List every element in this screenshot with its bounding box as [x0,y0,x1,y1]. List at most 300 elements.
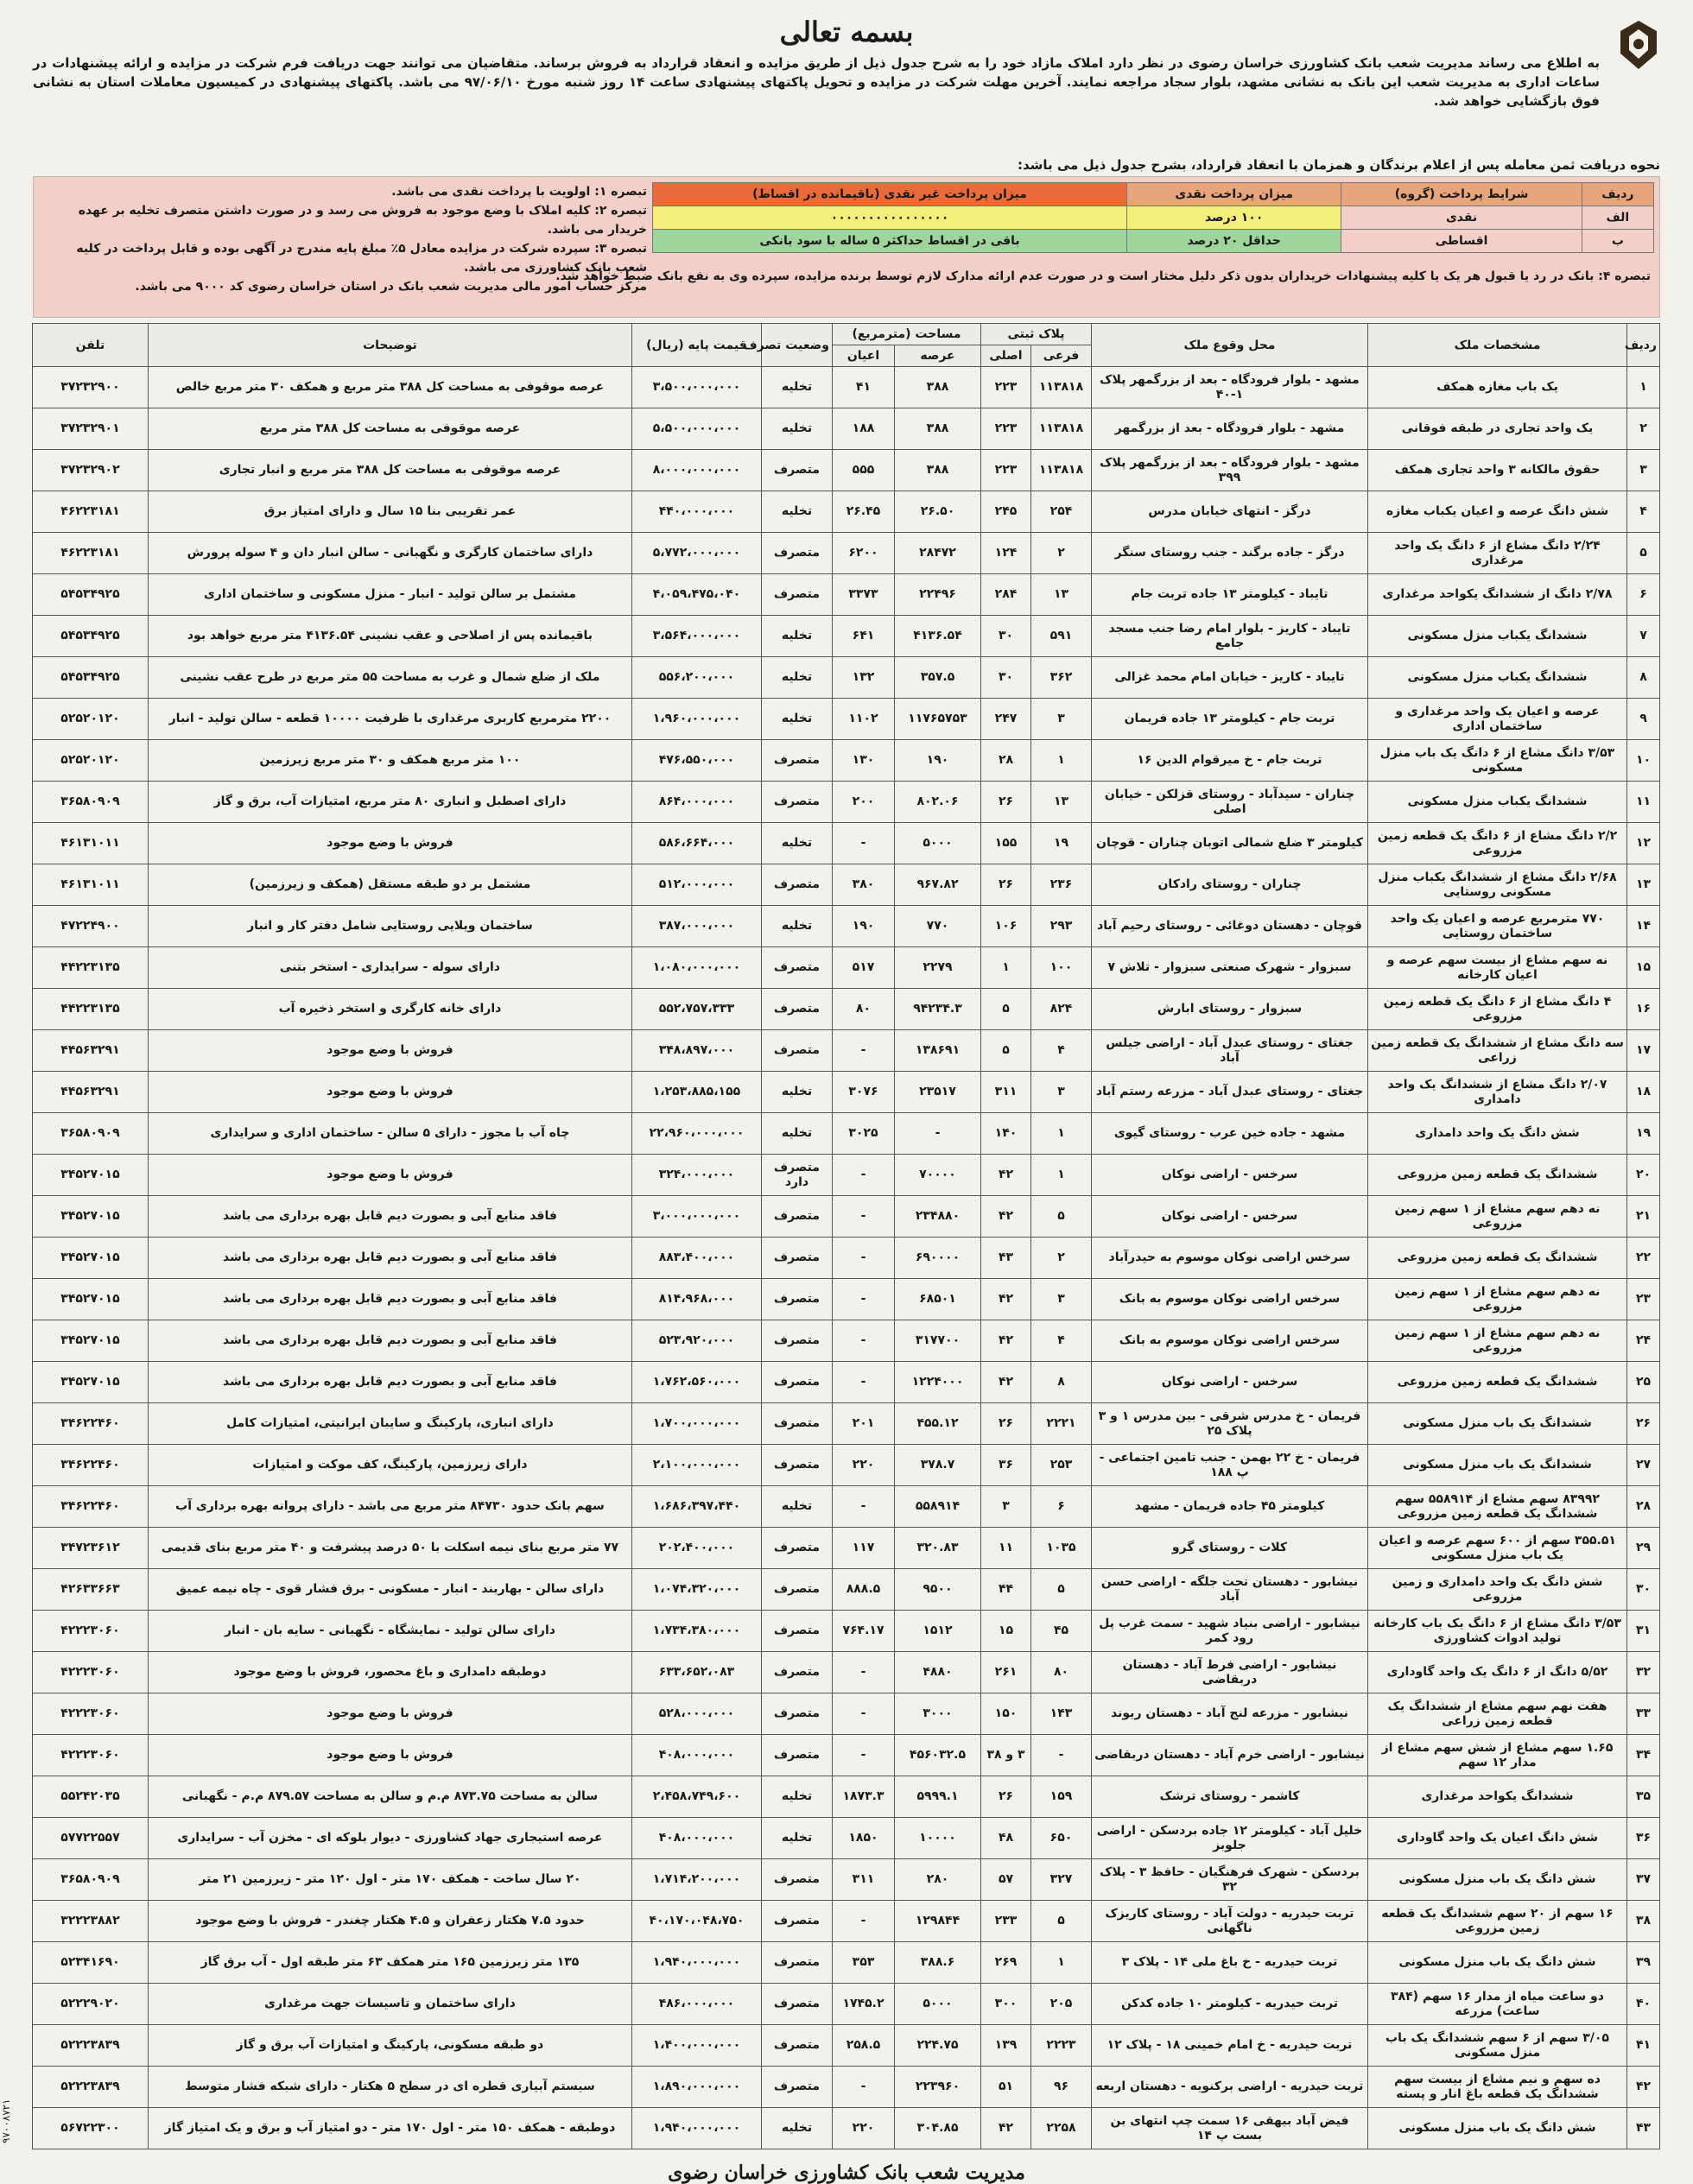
land-area: ۴۸۸۰ [894,1652,980,1693]
building-area: ۵۵۵ [832,450,894,491]
plaque-main: ۳۰ [980,657,1030,699]
building-area: ۳۱۱ [832,1859,894,1901]
phone-number: ۳۷۲۳۲۹۰۲ [32,450,148,491]
description: سیستم آبیاری قطره ای در سطح ۵ هکتار - دارای شبکه فشار متوسط [148,2067,631,2108]
phone-number: ۴۶۲۲۳۱۸۱ [32,491,148,533]
description: عرصه استیجاری جهاد کشاورزی - دیوار بلوکه ای - مخزن آب - سرایداری [148,1818,631,1859]
property-location: سرخس اراضی نوکان موسوم به بانک [1092,1279,1368,1320]
terms-header: میزان پرداخت نقدی [1127,183,1341,206]
table-row [32,1652,1659,1693]
occupancy-status: تخلیه [761,367,832,408]
occupancy-status: متصرف [761,989,832,1030]
base-price: ۴۷۶،۵۵۰،۰۰۰ [631,740,761,782]
plaque-sub: ۵ [1031,1569,1092,1611]
row-number: ۲ [1627,408,1660,450]
occupancy-status: تخلیه [761,1072,832,1113]
property-spec: ده سهم و نیم مشاع از بیست سهم ششدانگ یک قطعه باغ انار و پسته [1368,2067,1627,2108]
description: دو طبقه مسکونی، پارکینگ و امتیازات آب برق و گاز [148,2025,631,2067]
table-row [32,1362,1659,1403]
land-area: ۲۲۷۹ [894,947,980,989]
property-spec: ۱۶ سهم از ۲۰ سهم ششدانگ یک قطعه زمین مزروعی [1368,1901,1627,1942]
plaque-sub: ۲۵۳ [1031,1445,1092,1486]
plaque-main: ۲۳۳ [980,1901,1030,1942]
col-area: مساحت (مترمربع) [832,324,980,345]
property-spec: ۷۷۰ مترمربع عرصه و اعیان یک واحد ساختمان روستایی [1368,906,1627,947]
table-row [32,1569,1659,1611]
phone-number: ۴۴۵۶۳۲۹۱ [32,1072,148,1113]
base-price: ۱،۷۶۲،۵۶۰،۰۰۰ [631,1362,761,1403]
property-spec: ششدانگ یکباب منزل مسکونی [1368,657,1627,699]
table-row [32,823,1659,864]
occupancy-status: تخلیه [761,906,832,947]
property-spec: سه دانگ مشاع از ششدانگ یک قطعه زمین زراعی [1368,1030,1627,1072]
table-row [32,491,1659,533]
table-row [32,1735,1659,1776]
land-area: ۲۳۴۸۸۰ [894,1196,980,1238]
terms-header: میزان پرداخت غیر نقدی (باقیمانده در اقساط) [653,183,1127,206]
phone-number: ۵۲۲۲۳۸۳۹ [32,2025,148,2067]
land-area: ۳۱۷۷۰۰ [894,1320,980,1362]
property-location: تایباد - کیلومتر ۱۳ جاده تربت جام [1092,574,1368,616]
building-area: - [832,1693,894,1735]
building-area: ۲۲۰ [832,2108,894,2149]
property-spec: هفت نهم سهم مشاع از ششدانگ یک قطعه زمین زراعی [1368,1693,1627,1735]
description: فاقد منابع آبی و بصورت دیم قابل بهره برداری می باشد [148,1196,631,1238]
plaque-sub: ۱۴۳ [1031,1693,1092,1735]
phone-number: ۳۴۶۲۲۴۶۰ [32,1486,148,1528]
plaque-main: ۴۲ [980,1362,1030,1403]
land-area: ۹۴۲۳۴.۳ [894,989,980,1030]
plaque-main: ۴۴ [980,1569,1030,1611]
property-location: مشهد - بلوار فرودگاه - بعد از بزرگمهر پلاک ۳۹۹ [1092,450,1368,491]
table-row [32,699,1659,740]
occupancy-status: متصرف [761,1735,832,1776]
plaque-sub: ۳۲۷ [1031,1859,1092,1901]
occupancy-status: تخلیه [761,491,832,533]
occupancy-status: متصرف [761,1942,832,1984]
plaque-main: ۴۲ [980,1155,1030,1196]
land-area: ۷۷۰ [894,906,980,947]
occupancy-status: تخلیه [761,1818,832,1859]
property-location: تربت حیدریه - اراضی برکنویه - دهستان اربعه [1092,2067,1368,2108]
description: فروش با وضع موجود [148,1155,631,1196]
row-number: ۴ [1627,491,1660,533]
land-area: ۵۹۹۹.۱ [894,1776,980,1818]
note-4: تبصره ۴: بانک در رد یا قبول هر یک یا کلیه پیشنهادات خریداران بدون ذکر دلیل مختار است و در صورت عدم ارائه مدارک لازم توسط برنده مزایده، سپرده وی به نفع بانک ضبط خواهد شد. [555,269,1651,283]
property-location: مشهد - بلوار فرودگاه - بعد از بزرگمهر [1092,408,1368,450]
terms-box [33,176,1660,318]
property-spec: ۲/۲ دانگ مشاع از ۶ دانگ یک قطعه زمین مزروعی [1368,823,1627,864]
description: دارای ساختمان و تاسیسات جهت مرغداری [148,1984,631,2025]
occupancy-status: تخلیه [761,2108,832,2149]
table-row [32,1238,1659,1279]
plaque-sub: ۲۲۲۳ [1031,2025,1092,2067]
building-area: ۱۱۷ [832,1528,894,1569]
plaque-main: ۴۳ [980,1238,1030,1279]
property-location: نیشابور - دهستان تحت جلگه - اراضی حسن آباد [1092,1569,1368,1611]
building-area: - [832,1362,894,1403]
description: چاه آب با مجوز - دارای ۵ سالن - ساختمان اداری و سرایداری [148,1113,631,1155]
occupancy-status: تخلیه [761,616,832,657]
property-spec: ۴ دانگ مشاع از ۶ دانگ یک قطعه زمین مزروعی [1368,989,1627,1030]
description: دارای سالن تولید - نمایشگاه - نگهبانی - سایه بان - انبار [148,1611,631,1652]
building-area: ۶۴۱ [832,616,894,657]
land-area: ۲۲۴۹۶ [894,574,980,616]
row-number: ۲۳ [1627,1279,1660,1320]
property-location: تایباد - کاریز - خیابان امام محمد غزالی [1092,657,1368,699]
property-location: فریمان - خ ۲۲ بهمن - جنب تامین اجتماعی - پ ۱۸۸ [1092,1445,1368,1486]
property-spec: شش دانگ یک باب منزل مسکونی [1368,1859,1627,1901]
phone-number: ۳۴۵۲۷۰۱۵ [32,1238,148,1279]
occupancy-status: متصرف [761,1030,832,1072]
plaque-sub: ۳۶۲ [1031,657,1092,699]
description: ۱۳۵ متر زیرزمین ۱۶۵ متر همکف ۶۳ متر طبقه اول - آب برق گاز [148,1942,631,1984]
land-area: ۲۲۴.۷۵ [894,2025,980,2067]
note-item: مرکز حساب امور مالی مدیریت شعب بانک در استان خراسان رضوی کد ۹۰۰۰ می باشد. [135,280,647,294]
table-row [32,533,1659,574]
plaque-sub: ۳ [1031,699,1092,740]
description: فروش با وضع موجود [148,1735,631,1776]
row-number: ۴۲ [1627,2067,1660,2108]
table-row [32,1528,1659,1569]
phone-number: ۳۷۲۳۲۹۰۰ [32,367,148,408]
col-building: اعیان [832,345,894,367]
land-area: ۳۷۸.۷ [894,1445,980,1486]
phone-number: ۳۷۲۳۲۹۰۱ [32,408,148,450]
description: سهم بانک حدود ۸۴۷۳۰ متر مربع می باشد - دارای پروانه بهره برداری آب [148,1486,631,1528]
conditions-heading: نحوه دریافت ثمن معامله پس از اعلام برندگان و همزمان با انعقاد قرارداد، بشرح جدول ذیل می باشد: [1017,157,1660,173]
plaque-sub: ۱ [1031,740,1092,782]
property-location: درگز - انتهای خیابان مدرس [1092,491,1368,533]
phone-number: ۵۶۷۲۲۳۰۰ [32,2108,148,2149]
phone-number: ۴۲۲۲۳۰۶۰ [32,1611,148,1652]
description: دوطبقه دامداری و باغ محصور، فروش با وضع موجود [148,1652,631,1693]
plaque-main: ۵ [980,989,1030,1030]
building-area: ۲۰۱ [832,1403,894,1445]
row-number: ۱۳ [1627,864,1660,906]
occupancy-status: متصرف [761,1238,832,1279]
description: فروش با وضع موجود [148,823,631,864]
phone-number: ۳۴۵۲۷۰۱۵ [32,1196,148,1238]
plaque-sub: ۱۹ [1031,823,1092,864]
description: ۷۷ متر مربع بنای نیمه اسکلت با ۵۰ درصد پیشرفت و ۴۰ متر مربع بنای قدیمی [148,1528,631,1569]
property-spec: شش دانگ اعیان یک واحد گاوداری [1368,1818,1627,1859]
plaque-sub: ۸ [1031,1362,1092,1403]
land-area: ۵۰۰۰ [894,1984,980,2025]
col-location: محل وقوع ملک [1092,324,1368,367]
plaque-main: ۴۲ [980,2108,1030,2149]
plaque-sub: ۲۲۵۸ [1031,2108,1092,2149]
base-price: ۶۳۳،۶۵۲،۰۸۳ [631,1652,761,1693]
land-area: ۲۸۴۷۲ [894,533,980,574]
occupancy-status: تخلیه [761,408,832,450]
phone-number: ۵۷۷۲۲۵۵۷ [32,1818,148,1859]
property-location: خلیل آباد - کیلومتر ۱۲ جاده بردسکن - اراضی جلوبز [1092,1818,1368,1859]
description: عرصه موقوفی به مساحت کل ۳۸۸ متر مربع و انبار تجاری [148,450,631,491]
property-spec: شش دانگ یک واحد دامداری [1368,1113,1627,1155]
table-row [32,1942,1659,1984]
property-location: سرخس اراضی نوکان موسوم به بانک [1092,1320,1368,1362]
row-number: ۳۲ [1627,1652,1660,1693]
description: فاقد منابع آبی و بصورت دیم قابل بهره برداری می باشد [148,1279,631,1320]
plaque-main: ۳۰ [980,616,1030,657]
row-number: ۲۶ [1627,1403,1660,1445]
building-area: - [832,1735,894,1776]
table-row [32,1611,1659,1652]
property-spec: شش دانگ عرصه و اعیان یکباب مغازه [1368,491,1627,533]
property-spec: یک باب مغازه همکف [1368,367,1627,408]
land-area: - [894,1113,980,1155]
property-spec: ششدانگ یک باب منزل مسکونی [1368,1445,1627,1486]
occupancy-status: متصرف [761,1196,832,1238]
property-location: کیلومتر ۳ ضلع شمالی اتوبان چناران - قوچان [1092,823,1368,864]
table-row [32,574,1659,616]
property-location: مشهد - بلوار فرودگاه - بعد از بزرگمهر پلاک ۱-۴۰ [1092,367,1368,408]
description: عرصه موقوفی به مساحت کل ۳۸۸ متر مربع [148,408,631,450]
plaque-sub: ۴۵ [1031,1611,1092,1652]
base-price: ۲۰۲،۴۰۰،۰۰۰ [631,1528,761,1569]
description: فروش با وضع موجود [148,1072,631,1113]
property-spec: ششدانگ یکواحد مرغداری [1368,1776,1627,1818]
property-location: فیض آباد بیهقی ۱۶ سمت چپ انتهای بن بست پ ۱۴ [1092,2108,1368,2149]
base-price: ۱،۹۴۰،۰۰۰،۰۰۰ [631,2108,761,2149]
property-location: تربت جام - خ میرقوام الدین ۱۶ [1092,740,1368,782]
payment-terms-table [652,182,1654,253]
base-price: ۵۵۶،۲۰۰،۰۰۰ [631,657,761,699]
plaque-sub: ۱۱۳۸۱۸ [1031,408,1092,450]
occupancy-status: متصرف [761,1693,832,1735]
plaque-sub: ۱۰۳۵ [1031,1528,1092,1569]
plaque-main: ۵۷ [980,1859,1030,1901]
base-price: ۵۱۲،۰۰۰،۰۰۰ [631,864,761,906]
property-location: نیشابور - اراضی خرم آباد - دهستان دربقاضی [1092,1735,1368,1776]
land-area: ۱۳۸۶۹۱ [894,1030,980,1072]
row-number: ۱۷ [1627,1030,1660,1072]
plaque-sub: ۸۲۴ [1031,989,1092,1030]
terms-header: ردیف [1582,183,1653,206]
row-number: ۲۵ [1627,1362,1660,1403]
occupancy-status: متصرف [761,864,832,906]
property-spec: ۸۳۹۹۲ سهم مشاع از ۵۵۸۹۱۴ سهم ششدانگ یک قطعه زمین مزروعی [1368,1486,1627,1528]
property-spec: ۳۵۵.۵۱ سهم از ۶۰۰ سهم عرصه و اعیان یک باب منزل مسکونی [1368,1528,1627,1569]
property-location: چناران - سیدآباد - روستای قزلکن - خیابان اصلی [1092,782,1368,823]
building-area: ۳۳۷۳ [832,574,894,616]
property-spec: ۳/۰۵ سهم از ۶ سهم ششدانگ یک باب منزل مسکونی [1368,2025,1627,2067]
phone-number: ۳۴۵۲۷۰۱۵ [32,1320,148,1362]
property-spec: ششدانگ یکباب منزل مسکونی [1368,782,1627,823]
description: دارای ساختمان کارگری و نگهبانی - سالن انبار دان و ۴ سوله پرورش [148,533,631,574]
terms-cell: نقدی [1341,206,1582,230]
building-area: ۴۱ [832,367,894,408]
table-row [32,1445,1659,1486]
plaque-main: ۲۲۳ [980,450,1030,491]
base-price: ۵،۵۰۰،۰۰۰،۰۰۰ [631,408,761,450]
land-area: ۱۲۹۸۴۴ [894,1901,980,1942]
col-main: اصلی [980,345,1030,367]
base-price: ۱،۸۹۰،۰۰۰،۰۰۰ [631,2067,761,2108]
plaque-main: ۲۲۳ [980,408,1030,450]
plaque-sub: ۶ [1031,1486,1092,1528]
col-land: عرصه [894,345,980,367]
plaque-main: ۲۶ [980,1403,1030,1445]
building-area: ۱۹۰ [832,906,894,947]
property-spec: ۵/۵۲ دانگ از ۶ دانگ یک واحد گاوداری [1368,1652,1627,1693]
base-price: ۴۰۸،۰۰۰،۰۰۰ [631,1818,761,1859]
property-spec: شش دانگ یک باب منزل مسکونی [1368,1942,1627,1984]
land-area: ۱۹۰ [894,740,980,782]
occupancy-status: متصرف [761,1859,832,1901]
plaque-sub: ۹۶ [1031,2067,1092,2108]
property-spec: ۲/۰۷ دانگ مشاع از ششدانگ یک واحد دامداری [1368,1072,1627,1113]
row-number: ۱۹ [1627,1113,1660,1155]
plaque-sub: ۲۹۳ [1031,906,1092,947]
occupancy-status: متصرف [761,2025,832,2067]
properties-table [32,323,1660,2149]
property-spec: ۲/۲۴ دانگ مشاع از ۶ دانگ یک واحد مرغداری [1368,533,1627,574]
col-phone: تلفن [32,324,148,367]
terms-cell: الف [1582,206,1653,230]
building-area: ۱۳۲ [832,657,894,699]
property-location: تربت حیدریه - خ باغ ملی ۱۴ - پلاک ۳ [1092,1942,1368,1984]
phone-number: ۵۴۵۳۴۹۲۵ [32,574,148,616]
building-area: - [832,1155,894,1196]
plaque-sub: ۱ [1031,1155,1092,1196]
description: ۱۰۰ متر مربع همکف و ۳۰ متر مربع زیرزمین [148,740,631,782]
plaque-main: ۱۲۴ [980,533,1030,574]
plaque-sub: ۸۰ [1031,1652,1092,1693]
phone-number: ۳۴۷۲۳۶۱۲ [32,1528,148,1569]
plaque-sub: ۲۰۵ [1031,1984,1092,2025]
plaque-sub: ۶۵۰ [1031,1818,1092,1859]
row-number: ۹ [1627,699,1660,740]
base-price: ۲،۴۵۸،۷۴۹،۶۰۰ [631,1776,761,1818]
row-number: ۸ [1627,657,1660,699]
row-number: ۳۸ [1627,1901,1660,1942]
terms-cell: اقساطی [1341,230,1582,253]
plaque-main: ۳۰۰ [980,1984,1030,2025]
phone-number: ۴۲۲۲۳۰۶۰ [32,1693,148,1735]
phone-number: ۴۴۵۶۳۲۹۱ [32,1030,148,1072]
occupancy-status: متصرف [761,1611,832,1652]
description: ملک از ضلع شمال و غرب به مساحت ۵۵ متر مربع در طرح عقب نشینی [148,657,631,699]
description: دارای سوله - سرایداری - استخر بتنی [148,947,631,989]
base-price: ۱،۷۰۰،۰۰۰،۰۰۰ [631,1403,761,1445]
building-area: - [832,1238,894,1279]
base-price: ۸۶۴،۰۰۰،۰۰۰ [631,782,761,823]
property-location: مشهد - جاده خین عرب - روستای گیوی [1092,1113,1368,1155]
property-location: کیلومتر ۴۵ جاده فریمان - مشهد [1092,1486,1368,1528]
table-row [32,1155,1659,1196]
base-price: ۱،۷۱۴،۲۰۰،۰۰۰ [631,1859,761,1901]
property-location: سرخس اراضی نوکان موسوم به حیدرآباد [1092,1238,1368,1279]
plaque-sub: ۴ [1031,1320,1092,1362]
row-number: ۳۶ [1627,1818,1660,1859]
base-price: ۳۴۸،۸۹۷،۰۰۰ [631,1030,761,1072]
property-location: جغتای - روستای عبدل آباد - اراضی جیلس آباد [1092,1030,1368,1072]
base-price: ۱،۴۰۰،۰۰۰،۰۰۰ [631,2025,761,2067]
plaque-main: ۱۵۰ [980,1693,1030,1735]
land-area: ۵۵۸۹۱۴ [894,1486,980,1528]
property-spec: ۱.۶۵ سهم مشاع از شش سهم مشاع از مدار ۱۲ سهم [1368,1735,1627,1776]
base-price: ۴۰۸،۰۰۰،۰۰۰ [631,1735,761,1776]
land-area: ۹۶۷.۸۲ [894,864,980,906]
phone-number: ۵۵۲۴۲۰۳۵ [32,1776,148,1818]
base-price: ۵،۷۷۲،۰۰۰،۰۰۰ [631,533,761,574]
description: عرصه موقوفی به مساحت کل ۳۸۸ متر مربع و همکف ۳۰ متر مربع خالص [148,367,631,408]
plaque-main: ۲۶ [980,1776,1030,1818]
description: حدود ۷.۵ هکتار زعفران و ۴.۵ هکتار چغندر - فروش با وضع موجود [148,1901,631,1942]
property-location: سرخس - اراضی نوکان [1092,1155,1368,1196]
plaque-main: ۴۲ [980,1279,1030,1320]
plaque-main: ۲۴۵ [980,491,1030,533]
property-spec: ششدانگ یکباب منزل مسکونی [1368,616,1627,657]
occupancy-status: متصرف دارد [761,1155,832,1196]
plaque-sub: ۱۵۹ [1031,1776,1092,1818]
phone-number: ۴۷۲۲۴۹۰۰ [32,906,148,947]
property-spec: ششدانگ یک قطعه زمین مزروعی [1368,1362,1627,1403]
base-price: ۴،۰۵۹،۴۷۵،۰۴۰ [631,574,761,616]
occupancy-status: تخلیه [761,657,832,699]
occupancy-status: متصرف [761,533,832,574]
building-area: - [832,1320,894,1362]
row-number: ۳۹ [1627,1942,1660,1984]
table-row [32,367,1659,408]
table-row [32,1776,1659,1818]
base-price: ۱،۷۳۴،۳۸۰،۰۰۰ [631,1611,761,1652]
phone-number: ۴۶۱۳۱۰۱۱ [32,823,148,864]
property-spec: ۲/۷۸ دانگ از ششدانگ یکواحد مرغداری [1368,574,1627,616]
phone-number: ۳۲۲۲۳۸۸۲ [32,1901,148,1942]
row-number: ۶ [1627,574,1660,616]
occupancy-status: متصرف [761,1984,832,2025]
plaque-main: ۲۸ [980,740,1030,782]
description: عمر تقریبی بنا ۱۵ سال و دارای امتیاز برق [148,491,631,533]
table-row [32,740,1659,782]
building-area: ۱۱۰۲ [832,699,894,740]
plaque-sub: ۱ [1031,1113,1092,1155]
property-spec: دو ساعت میاه از مدار ۱۶ سهم (۳۸۴ ساعت) مزرعه [1368,1984,1627,2025]
property-location: سبزوار - روستای ابارش [1092,989,1368,1030]
land-area: ۲۸۰ [894,1859,980,1901]
description: فروش با وضع موجود [148,1030,631,1072]
table-row [32,2067,1659,2108]
property-location: سرخس - اراضی نوکان [1092,1362,1368,1403]
base-price: ۳،۰۰۰،۰۰۰،۰۰۰ [631,1196,761,1238]
land-area: ۱۵۱۲ [894,1611,980,1652]
phone-number: ۳۴۵۲۷۰۱۵ [32,1155,148,1196]
description: ۲۲۰۰ مترمربع کاربری مرغداری با ظرفیت ۱۰۰۰۰ قطعه - سالن تولید - انبار [148,699,631,740]
phone-number: ۳۶۵۸۰۹۰۹ [32,1859,148,1901]
property-location: کاشمر - روستای ترشک [1092,1776,1368,1818]
base-price: ۴۰،۱۷۰،۰۴۸،۷۵۰ [631,1901,761,1942]
base-price: ۵۵۲،۷۵۷،۳۳۳ [631,989,761,1030]
plaque-main: ۲۲۳ [980,367,1030,408]
plaque-main: ۲۶ [980,864,1030,906]
occupancy-status: متصرف [761,1445,832,1486]
plaque-main: ۲۶ [980,782,1030,823]
phone-number: ۵۲۲۲۹۰۲۰ [32,1984,148,2025]
row-number: ۱۵ [1627,947,1660,989]
table-row [32,864,1659,906]
table-row [32,947,1659,989]
plaque-sub: ۱۳ [1031,782,1092,823]
table-row [32,657,1659,699]
row-number: ۷ [1627,616,1660,657]
col-desc: توضیحات [148,324,631,367]
table-row [32,1279,1659,1320]
property-spec: ششدانگ یک باب منزل مسکونی [1368,1403,1627,1445]
property-location: جغتای - روستای عبدل آباد - مزرعه رستم آباد [1092,1072,1368,1113]
